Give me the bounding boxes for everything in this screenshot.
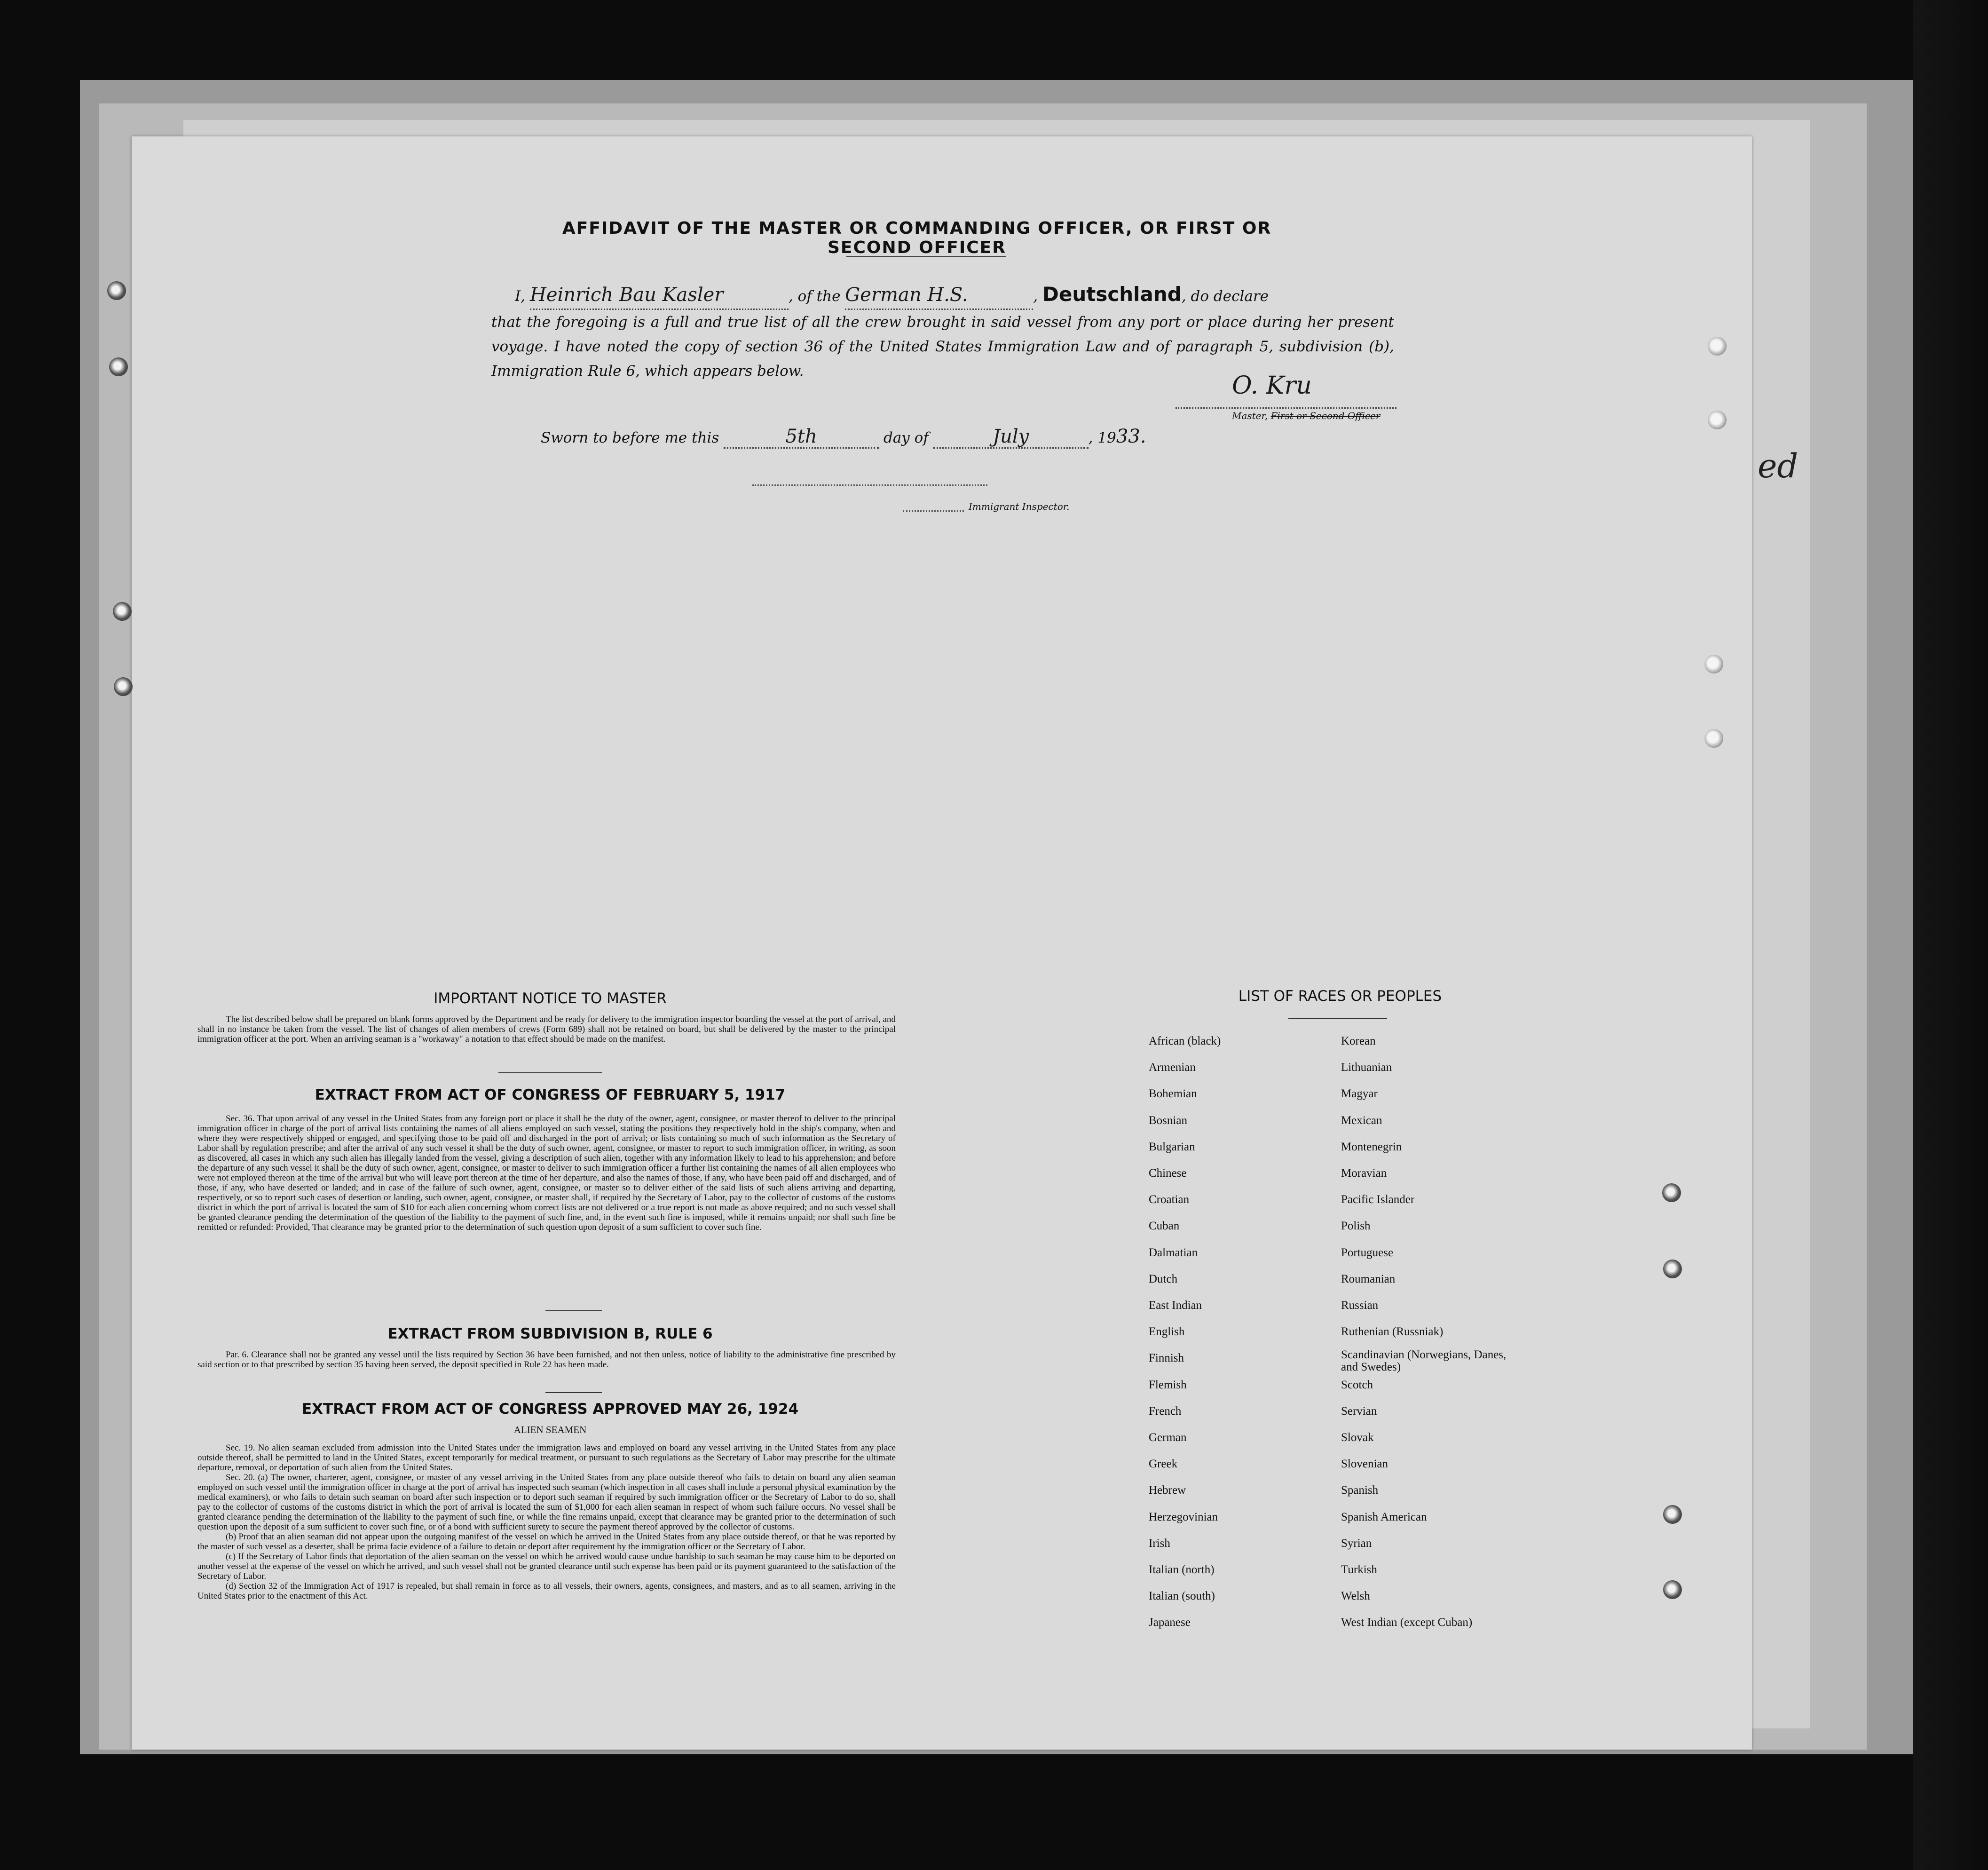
race-list-item: Finnish xyxy=(1149,1352,1184,1365)
extract-1924-title: EXTRACT FROM ACT OF CONGRESS APPROVED MAY 26, 1924 xyxy=(301,1401,799,1418)
divider xyxy=(846,256,1006,257)
race-list-item: Armenian xyxy=(1149,1061,1196,1074)
sworn-line: Sworn to before me this 5th day of July , 1933. xyxy=(541,426,1146,449)
extract-1924-subtitle: ALIEN SEAMEN xyxy=(513,1424,587,1435)
sworn-label: Sworn to before me this xyxy=(541,429,719,446)
punch-hole-icon xyxy=(1662,1183,1681,1202)
sworn-month: July xyxy=(993,426,1029,447)
race-list-item: Syrian xyxy=(1341,1537,1372,1550)
signature-line xyxy=(1175,407,1396,409)
race-list-item: Greek xyxy=(1149,1458,1178,1471)
extract-1924-text: Sec. 19. No alien seaman excluded from admission into the United States under the immigration laws and employed on board any vessel arriving in the United States from any place outside thereof, shall be permitted to land in the United States, except temporarily for medical treatment, or pursuant to such regulations as the Secretary of Labor may prescribe for the ultimate departure, removal, or deportation of such alien from the United States. Sec. 20. (a) The owner, charterer, agent, consignee, or master of any vessel arriving in the United States from any place outside thereof who fails to detain on board any alien seaman employed on such vessel until the immigration officer in charge at the port of arrival has inspected such seaman (which inspection in all cases shall include a personal physical examination by the medical examiners), or who fails to detain such seaman on board after such inspection or to deport such seaman if required by such immigration officer or the Secretary of Labor to do so, shall pay to the collector of customs of the customs district in which the port of arrival is located the sum of $1,000 for each alien seaman in respect of whom such failure occurs. No vessel shall be granted clearance pending the determination of the liability to the payment of such fine, or while the fine remains unpaid, except that clearance may be granted prior to the determination of such question upon the deposit of a sum sufficient to cover such fine, or of a bond with sufficient surety to secure the payment thereof approved by the collector of customs. (b) Proof that an alien seaman did not appear upon the outgoing manifest of the vessel on which he arrived in the United States from any place outside thereof, or that he was reported by the master of such vessel as a deserter, shall be prima facie evidence of a failure to detain or deport after requirement by the immigration officer or the Secretary of Labor. (c) If the Secretary of Labor finds that deportation of the alien seaman on the vessel on which he arrived would cause undue hardship to such seaman he may cause him to be deported on another vessel at the expense of the vessel on which he arrived, and such vessel shall not be granted clearance until such expense has been paid or its payment guaranteed to the satisfaction of the Secretary of Labor. (d) Section 32 of the Immigration Act of 1917 is repealed, but shall remain in force as to all vessels, their owners, agents, consignees, and masters, and as to all seamen, arriving in the United States prior to the enactment of this Act. xyxy=(197,1443,896,1601)
race-list-item: Chinese xyxy=(1149,1167,1187,1180)
do-declare-label: , do declare xyxy=(1181,288,1269,305)
race-list-item: Japanese xyxy=(1149,1616,1191,1629)
punch-hole-icon xyxy=(1663,1260,1682,1278)
punch-hole-icon xyxy=(107,281,126,300)
signature-caption: Master, First or Second Officer xyxy=(1232,410,1381,421)
divider xyxy=(545,1392,602,1393)
race-list-item: Italian (south) xyxy=(1149,1590,1215,1603)
race-list-item: Polish xyxy=(1341,1220,1371,1233)
affidavit-text: I, Heinrich Bau Kasler , of the German H.S. , Deutschland, do declare that the foregoing is a full and true list of all the crew brought in said vessel from any port or place during her present voyage. I have noted the copy of section 36 of the United States Immigration Law and of paragraph 5, subdivision (b), Immigration Rule 6, which appears below. xyxy=(491,282,1394,383)
race-list-item: Hebrew xyxy=(1149,1484,1186,1497)
race-list-item: Bosnian xyxy=(1149,1114,1187,1127)
race-list-item: Moravian xyxy=(1341,1167,1387,1180)
race-list-item: Welsh xyxy=(1341,1590,1370,1603)
races-column-1 xyxy=(1149,1035,1337,1646)
inspector-label: Immigrant Inspector. xyxy=(969,501,1070,512)
inspector-line xyxy=(752,484,987,486)
punch-hole-icon xyxy=(1704,729,1723,748)
race-list-item: Ruthenian (Russniak) xyxy=(1341,1325,1444,1339)
divider xyxy=(1288,1018,1387,1019)
notice-title: IMPORTANT NOTICE TO MASTER xyxy=(434,990,667,1007)
sworn-year: 33. xyxy=(1116,426,1146,447)
day-of-label: day of xyxy=(883,429,929,446)
rule6-text: Par. 6. Clearance shall not be granted any vessel until the lists required by Section 36 have been furnished, and not then unless, notice of liability to the administrative fine prescribed by said section or to that prescribed by section 35 having been served, the deposit specified in Rule 22 has been made. xyxy=(197,1350,896,1370)
punch-hole-icon xyxy=(1663,1505,1682,1524)
divider xyxy=(498,1072,602,1073)
notice-text: The list described below shall be prepared on blank forms approved by the Department and be ready for delivery to the immigration inspector boarding the vessel at the port of arrival, and shall in no instance be taken from the vessel. The list of changes of alien members of crews (Form 689) shall not be retained on board, but shall be delivered by the master to the principal immigration officer at the port. When an arriving seaman is a "workaway" a notation to that effect should be made on the manifest. xyxy=(197,1014,896,1044)
punch-hole-icon xyxy=(114,677,133,696)
race-list-item: Korean xyxy=(1341,1035,1376,1047)
race-list-item: Herzegovinian xyxy=(1149,1510,1218,1523)
affidavit-body: that the foregoing is a full and true list of all the crew brought in said vessel from any port or place during her present voyage. I have noted the copy of section 36 of the United States Immigration Law and of paragraph 5, subdivision (b), Immigration Rule 6, which appears below. xyxy=(491,314,1394,380)
of-the-label: , of the xyxy=(788,288,841,305)
punch-hole-icon xyxy=(1708,411,1727,429)
race-list-item: English xyxy=(1149,1325,1185,1339)
race-list-item: East Indian xyxy=(1149,1299,1202,1312)
race-list-item: Scotch xyxy=(1341,1378,1373,1391)
margin-handwriting: ed xyxy=(1758,447,1799,485)
punch-hole-icon xyxy=(109,357,128,376)
race-list-item: Roumanian xyxy=(1341,1272,1396,1285)
extract-1917-text: Sec. 36. That upon arrival of any vessel in the United States from any foreign port or place it shall be the duty of the owner, agent, consignee, or master thereof to deliver to the principal immigration officer in charge of the port of arrival lists containing the names of all aliens employed on such vessel, stating the positions they respectively hold in the ship's company, when and where they were respectively shipped or engaged, and specifying those to be paid off and discharged in the port of arrival; or lists containing so much of such information as the Secretary of Labor shall by regulation prescribe; and after the arrival of any such vessel it shall be the duty of such owner, agent, consignee, or master to report to such immigration officer, in writing, as soon as discovered, all cases in which any such alien has illegally landed from the vessel, giving a description of such alien, together with any information likely to lead to his apprehension; and before the departure of any such vessel it shall be the duty of such owner, agent, consignee, or master to deliver to such immigration officer a further list containing the names of all alien employees who were not employed thereon at the time of the arrival but who will leave port thereon at the time of her departure, and also the names of those, if any, who have been paid off and discharged, and of those, if any, who have deserted or landed; and in case of the failure of such owner, agent, consignee, or master so to deliver either of the said lists of such aliens arriving and departing, respectively, or so to report such cases of desertion or landing, such owner, agent, consignee, or master shall, if required by the Secretary of Labor, pay to the collector of customs of the customs district in which the port of arrival is located the sum of $10 for each alien concerning whom correct lists are not delivered or a true report is not made as above required; and no such vessel shall be granted clearance pending the determination of the question of the liability to the payment of such fine, and, in the event such fine is imposed, while it remains unpaid; nor shall such fine be remitted or refunded: Provided, That clearance may be granted prior to the determination of such question upon deposit of a sum sufficient to cover such fine. xyxy=(197,1114,896,1232)
race-list-item: Scandinavian (Norwegians, Danes, and Swedes) xyxy=(1341,1348,1507,1374)
race-list-item: Bohemian xyxy=(1149,1087,1197,1101)
race-list-item: Montenegrin xyxy=(1341,1140,1402,1153)
divider xyxy=(545,1310,602,1311)
race-list-item: Irish xyxy=(1149,1537,1170,1550)
affidavit-title: AFFIDAVIT OF THE MASTER OR COMMANDING OFFICER, OR FIRST OR SECOND OFFICER xyxy=(562,219,1272,257)
race-list-item: Spanish American xyxy=(1341,1510,1427,1523)
race-list-item: Slovak xyxy=(1341,1431,1374,1444)
race-list-item: Croatian xyxy=(1149,1193,1190,1206)
race-list-item: Russian xyxy=(1341,1299,1379,1312)
race-list-item: Pacific Islander xyxy=(1341,1193,1415,1206)
race-list-item: Italian (north) xyxy=(1149,1563,1215,1576)
ship-type: German H.S. xyxy=(845,284,968,306)
i-label: I, xyxy=(515,288,526,305)
race-list-item: Servian xyxy=(1341,1404,1377,1418)
race-list-item: Mexican xyxy=(1341,1114,1382,1127)
race-list-item: Flemish xyxy=(1149,1378,1187,1391)
race-list-item: Magyar xyxy=(1341,1087,1378,1101)
race-list-item: Spanish xyxy=(1341,1484,1379,1497)
race-list-item: Portuguese xyxy=(1341,1246,1394,1259)
race-list-item: Cuban xyxy=(1149,1220,1180,1233)
race-list-item: African (black) xyxy=(1149,1035,1221,1047)
extract-1917-title: EXTRACT FROM ACT OF CONGRESS OF FEBRUARY 5, 1917 xyxy=(315,1086,786,1103)
scan-edge xyxy=(1913,0,1988,1870)
punch-hole-icon xyxy=(113,602,132,621)
race-list-item: Bulgarian xyxy=(1149,1140,1195,1153)
race-list-item: West Indian (except Cuban) xyxy=(1341,1616,1473,1629)
master-name: Heinrich Bau Kasler xyxy=(529,284,724,306)
race-list-item: Dalmatian xyxy=(1149,1246,1198,1259)
races-column-2 xyxy=(1341,1035,1548,1646)
race-list-item: French xyxy=(1149,1404,1182,1418)
master-signature: O. Kru xyxy=(1232,372,1312,400)
race-list-item: German xyxy=(1149,1431,1187,1444)
rule6-title: EXTRACT FROM SUBDIVISION B, RULE 6 xyxy=(387,1325,713,1342)
inspector-dots xyxy=(903,510,964,512)
punch-hole-icon xyxy=(1663,1580,1682,1599)
race-list-item: Turkish xyxy=(1341,1563,1377,1576)
punch-hole-icon xyxy=(1708,337,1727,356)
races-title: LIST OF RACES OR PEOPLES xyxy=(1238,988,1442,1005)
race-list-item: Slovenian xyxy=(1341,1458,1388,1471)
ship-name: Deutschland xyxy=(1042,283,1182,306)
race-list-item: Lithuanian xyxy=(1341,1061,1392,1074)
race-list-item: Dutch xyxy=(1149,1272,1178,1285)
punch-hole-icon xyxy=(1704,655,1723,674)
sworn-day: 5th xyxy=(785,426,817,447)
